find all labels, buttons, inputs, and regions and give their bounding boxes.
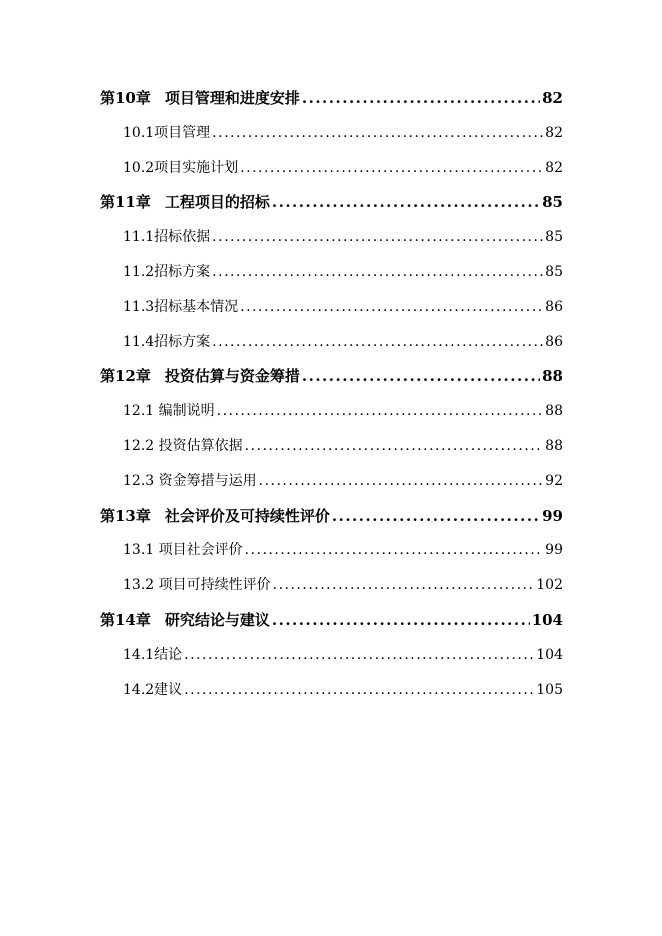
toc-entry-label: 14.1 [123,646,155,663]
toc-entry-label: 12.1 [123,403,155,420]
toc-dot-leader [332,502,540,530]
toc-entry-label: 14.2 [123,681,155,698]
toc-page-number: 88 [545,437,563,454]
toc-dot-leader [240,293,543,321]
toc-entry-title: 研究结论与建议 [164,610,270,629]
toc-dot-leader [217,397,544,425]
table-of-contents [100,84,563,710]
toc-entry-title: 招标方案 [154,263,211,280]
toc-entry[interactable] [100,502,563,537]
toc-entry-title: 项目社会评价 [154,542,243,559]
toc-page-number: 99 [545,542,563,559]
toc-entry-title: 投资估算依据 [154,437,243,454]
toc-entry[interactable] [100,258,563,293]
toc-page-number: 104 [536,646,563,663]
toc-page-number: 88 [542,367,563,386]
toc-entry-title: 建议 [154,681,183,698]
toc-page-number: 82 [545,159,563,176]
toc-entry-label: 13.1 [123,542,155,559]
toc-entry[interactable] [100,397,563,432]
toc-entry[interactable] [100,676,563,711]
toc-entry[interactable] [100,606,563,641]
toc-entry[interactable] [100,293,563,328]
toc-entry-label: 10.1 [123,124,155,141]
toc-dot-leader [212,328,543,356]
toc-dot-leader [212,223,543,251]
toc-page-number: 104 [531,610,563,629]
toc-page-number: 82 [542,89,563,107]
toc-entry-label: 第13章 [100,506,151,525]
toc-entry[interactable] [100,467,563,502]
toc-dot-leader [184,641,534,669]
toc-entry[interactable] [100,84,563,119]
toc-entry-label: 第10章 [100,89,151,107]
toc-page-number: 88 [545,403,563,420]
toc-page-number: 105 [536,681,563,698]
toc-entry[interactable] [100,154,563,189]
toc-entry-label: 第11章 [100,193,151,212]
toc-entry-label: 12.2 [123,437,155,454]
toc-dot-leader [272,606,530,634]
toc-dot-leader [273,571,535,599]
toc-dot-leader [302,362,540,390]
toc-entry-title: 社会评价及可持续性评价 [164,506,330,525]
toc-page-number: 85 [545,229,563,246]
toc-entry-label: 12.3 [123,472,155,489]
toc-entry-title: 招标基本情况 [154,298,239,315]
toc-page-number: 102 [536,577,563,594]
toc-dot-leader [272,188,540,216]
toc-entry-title: 资金筹措与运用 [154,472,257,489]
toc-entry-title: 项目可持续性评价 [154,577,271,594]
toc-page-number: 85 [545,263,563,280]
toc-page-number: 85 [542,193,563,212]
toc-page-number: 86 [545,333,563,350]
toc-entry-label: 13.2 [123,577,155,594]
toc-entry-label: 第14章 [100,610,151,629]
toc-entry-label: 11.2 [123,263,155,280]
toc-entry-label: 11.1 [123,229,155,246]
toc-entry-title: 招标依据 [154,229,211,246]
toc-entry-title: 编制说明 [154,403,215,420]
toc-entry-label: 11.3 [123,298,155,315]
toc-page-number: 86 [545,298,563,315]
toc-dot-leader [302,84,540,112]
toc-dot-leader [212,258,543,286]
toc-entry-label: 第12章 [100,367,151,386]
toc-entry[interactable] [100,641,563,676]
toc-page-number: 92 [545,472,563,489]
toc-dot-leader [184,676,534,704]
toc-entry[interactable] [100,188,563,223]
toc-dot-leader [212,119,543,147]
toc-entry-title: 项目管理 [154,124,211,141]
toc-page-number: 99 [542,506,563,525]
toc-entry-label: 10.2 [123,159,155,176]
toc-entry[interactable] [100,328,563,363]
toc-dot-leader [245,536,544,564]
toc-entry[interactable] [100,571,563,606]
toc-dot-leader [240,154,543,182]
toc-page-number: 82 [545,124,563,141]
toc-entry-title: 项目管理和进度安排 [164,89,300,107]
toc-entry-label: 11.4 [123,333,155,350]
toc-entry-title: 招标方案 [154,333,211,350]
toc-entry-title: 投资估算与资金筹措 [164,367,300,386]
toc-entry-title: 结论 [154,646,183,663]
toc-entry[interactable] [100,536,563,571]
toc-entry-title: 项目实施计划 [154,159,239,176]
toc-entry-title: 工程项目的招标 [164,193,270,212]
toc-dot-leader [259,467,544,495]
toc-entry[interactable] [100,432,563,467]
toc-entry[interactable] [100,119,563,154]
toc-dot-leader [245,432,544,460]
toc-entry[interactable] [100,362,563,397]
toc-entry[interactable] [100,223,563,258]
